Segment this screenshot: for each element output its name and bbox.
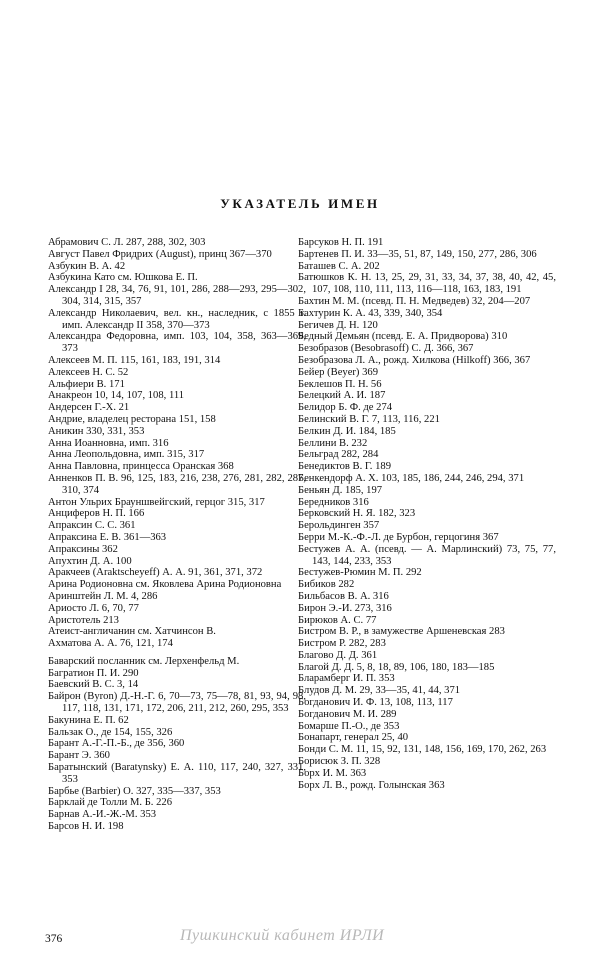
index-entry: Бларамберг И. П. 353 — [298, 673, 395, 685]
index-entry: Бирон Э.-И. 273, 316 — [298, 602, 392, 614]
index-entry: Баратынский (Baratynsky) Е. А. 110, 117, 240, 327, 331, 353 — [48, 762, 306, 785]
index-entry: Бенедиктов В. Г. 189 — [298, 461, 391, 473]
index-entry: Белидор Б. Ф. де 274 — [298, 402, 393, 414]
index-entry: Беклешов П. Н. 56 — [298, 378, 382, 390]
index-entry: Бистром Р. 282, 283 — [298, 638, 386, 650]
index-entry: Бейер (Beyer) 369 — [298, 366, 378, 378]
index-entry: Август Павел Фридрих (August), принц 367—370 — [48, 248, 272, 260]
index-entry: Барант Э. 360 — [48, 750, 110, 762]
index-entry: Барнав А.-И.-Ж.-М. 353 — [48, 809, 157, 821]
index-entry: Баварский посланник см. Лерхенфельд М. — [48, 655, 240, 667]
index-entry: Анна Павловна, принцесса Оранская 368 — [48, 461, 234, 473]
index-entry: Берольдинген 357 — [298, 520, 380, 532]
index-entry: Багратион П. И. 290 — [48, 667, 139, 679]
index-column-left — [48, 237, 306, 833]
index-entry: Абрамович С. Л. 287, 288, 302, 303 — [48, 237, 206, 248]
index-entry: Анна Иоанновна, имп. 316 — [48, 437, 169, 449]
index-entry: Барбье (Barbier) О. 327, 335—337, 353 — [48, 785, 221, 797]
index-entry: Берковский Н. Я. 182, 323 — [298, 508, 416, 520]
index-entry: Анненков П. В. 96, 125, 183, 216, 238, 276, 281, 282, 287, 310, 374 — [48, 472, 306, 496]
index-entry: Ариосто Л. 6, 70, 77 — [48, 602, 139, 614]
index-entry: Атеист-англичанин см. Хатчинсон В. — [48, 626, 216, 638]
index-entry: Бильбасов В. А. 316 — [298, 590, 389, 602]
index-entry: Анциферов Н. П. 166 — [48, 508, 145, 520]
index-entry: Бибиков 282 — [298, 579, 355, 591]
index-entry: Благой Д. Д. 5, 8, 18, 89, 106, 180, 183—185 — [298, 661, 495, 673]
index-entry: Бахтурин К. А. 43, 339, 340, 354 — [298, 307, 443, 319]
index-entry: Анна Леопольдовна, имп. 315, 317 — [48, 449, 205, 461]
index-entry: Аристотель 213 — [48, 614, 119, 626]
index-entry: Борх Л. В., рожд. Голынская 363 — [298, 779, 445, 791]
index-entry: Белкин Д. И. 184, 185 — [298, 425, 396, 437]
index-entry: Бахтин М. М. (псевд. П. Н. Медведев) 32, 204—207 — [298, 295, 531, 307]
index-entry: Бередников 316 — [298, 496, 369, 508]
index-entry: Благово Д. Д. 361 — [298, 649, 378, 661]
index-entry: Батюшков К. Н. 13, 25, 29, 31, 33, 34, 37, 38, 40, 42, 45, 107, 108, 110, 111, 113, 116—118, 163, 183, 191 — [298, 272, 556, 296]
index-entry: Бестужев-Рюмин М. П. 292 — [298, 567, 422, 579]
index-entry: Безобразова Л. А., рожд. Хилкова (Hilkoff) 366, 367 — [298, 354, 531, 366]
index-entry: Барсов Н. И. 198 — [48, 821, 124, 833]
index-entry: Бистром В. Р., в замужестве Аршеневская 283 — [298, 626, 505, 638]
index-entry: Апраксин С. С. 361 — [48, 520, 136, 532]
index-entry: Беллини В. 232 — [298, 437, 368, 449]
index-entry: Богданович М. И. 289 — [298, 708, 397, 720]
index-entry: Бартенев П. И. 33—35, 51, 87, 149, 150, 277, 286, 306 — [298, 248, 537, 260]
index-entry: Бедный Демьян (псевд. Е. А. Придворова) 310 — [298, 331, 508, 343]
index-entry: Арина Родионовна см. Яковлева Арина Родионовна — [48, 579, 282, 591]
index-entry: Бенкендорф А. Х. 103, 185, 186, 244, 246, 294, 371 — [298, 472, 525, 484]
index-entry: Белецкий А. И. 187 — [298, 390, 386, 402]
page-number: 376 — [45, 933, 63, 945]
index-entry: Алексеев М. П. 115, 161, 183, 191, 314 — [48, 354, 221, 366]
index-entry: Байрон (Byron) Д.-Н.-Г. 6, 70—73, 75—78, 81, 93, 94, 98, 117, 118, 131, 171, 172, 206, 211, 212, 260, 295, 353 — [48, 691, 306, 715]
index-entry: Бакунина Е. П. 62 — [48, 714, 129, 726]
index-entry: Баевский В. С. 3, 14 — [48, 679, 139, 691]
index-entry: Белинский В. Г. 7, 113, 116, 221 — [298, 413, 440, 425]
index-entry: Бирюков А. С. 77 — [298, 614, 377, 626]
index-entry: Александр I 28, 34, 76, 91, 101, 286, 288—293, 295—302, 304, 314, 315, 357 — [48, 284, 306, 307]
index-entry: Апраксины 362 — [48, 543, 118, 555]
index-entry: Безобразов (Besobrasoff) С. Д. 366, 367 — [298, 343, 474, 355]
index-entry: Бестужев А. А. (псевд. — А. Марлинский) 73, 75, 77, 143, 144, 233, 353 — [298, 543, 556, 567]
index-entry: Александра Федоровна, имп. 103, 104, 358, 363—369, 373 — [48, 331, 306, 355]
watermark: Пушкинский кабинет ИРЛИ — [180, 927, 385, 944]
index-entry: Бегичев Д. Н. 120 — [298, 319, 378, 331]
index-entry: Бонапарт, генерал 25, 40 — [298, 732, 409, 744]
page-title: УКАЗАТЕЛЬ ИМЕН — [220, 196, 380, 211]
index-entry: Азбукин В. А. 42 — [48, 260, 126, 272]
index-entry: Бонди С. М. 11, 15, 92, 131, 148, 156, 169, 170, 262, 263 — [298, 744, 547, 756]
index-entry: Альфиери В. 171 — [48, 378, 125, 390]
index-entry: Апраксина Е. В. 361—363 — [48, 531, 167, 543]
index-entry: Аникин 330, 331, 353 — [48, 425, 145, 437]
index-entry: Беньян Д. 185, 197 — [298, 484, 383, 496]
index-entry: Барсуков Н. П. 191 — [298, 237, 384, 248]
index-entry: Борисюк З. П. 328 — [298, 756, 381, 768]
index-entry: Апухтин Д. А. 100 — [48, 555, 132, 567]
index-entry: Аракчеев (Araktscheyeff) А. А. 91, 361, 371, 372 — [48, 567, 263, 579]
index-entry: Бальзак О., де 154, 155, 326 — [48, 726, 173, 738]
index-entry: Бельград 282, 284 — [298, 449, 379, 461]
index-entry: Бомарше П.-О., де 353 — [298, 720, 400, 732]
index-entry: Андрие, владелец ресторана 151, 158 — [48, 413, 216, 425]
index-entry: Барант А.-Г.-П.-Б., де 356, 360 — [48, 738, 185, 750]
index-entry: Баташев С. А. 202 — [298, 260, 380, 272]
index-entry: Аринштейн Л. М. 4, 286 — [48, 590, 158, 602]
index-entry: Антон Ульрих Брауншвейгский, герцог 315, 317 — [48, 496, 265, 508]
index-entry: Ахматова А. А. 76, 121, 174 — [48, 638, 173, 650]
index-entry: Алексеев Н. С. 52 — [48, 366, 129, 378]
index-column-right — [298, 237, 556, 791]
index-entry: Андерсен Г.-Х. 21 — [48, 402, 130, 414]
index-entry: Александр Николаевич, вел. кн., наследник, с 1855 г. имп. Александр II 358, 370—373 — [48, 307, 306, 331]
index-entry: Богданович И. Ф. 13, 108, 113, 117 — [298, 697, 453, 709]
index-entry: Барклай де Толли М. Б. 226 — [48, 797, 172, 809]
index-entry: Анакреон 10, 14, 107, 108, 111 — [48, 390, 185, 402]
index-entry: Блудов Д. М. 29, 33—35, 41, 44, 371 — [298, 685, 461, 697]
index-entry: Азбукина Като см. Юшкова Е. П. — [48, 272, 198, 284]
index-entry: Борх И. М. 363 — [298, 767, 367, 779]
index-entry: Берри М.-К.-Ф.-Л. де Бурбон, герцогиня 367 — [298, 531, 499, 543]
